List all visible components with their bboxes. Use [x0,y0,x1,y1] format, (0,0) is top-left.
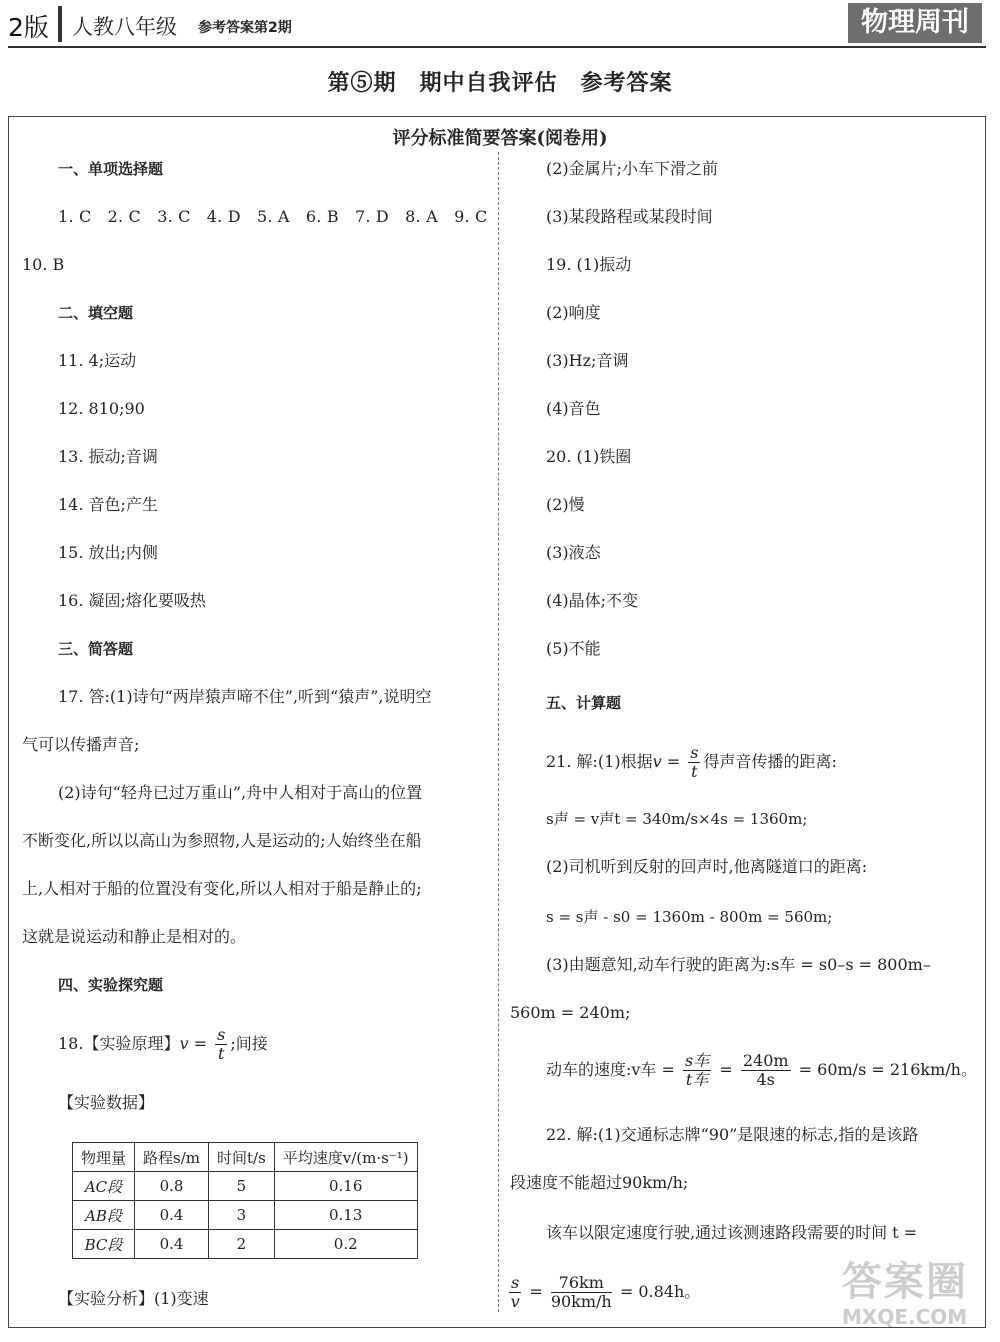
table-header-cell: 时间t/s [209,1143,275,1172]
page-title: 第⑤期 期中自我评估 参考答案 [327,70,673,96]
fraction [551,1274,612,1311]
table-header-cell: 物理量 [73,1143,135,1172]
section-heading: 二、填空题 [58,304,134,322]
answer-line: (3)某段路程或某段时间 [546,207,713,226]
table-row [73,1201,418,1230]
formula-prefix: 18.【实验原理】 [58,1034,180,1053]
fraction [741,1052,791,1089]
answer-line: (2)金属片;小车下滑之前 [546,159,719,178]
answer-line: (2)司机听到反射的回声时,他离隧道口的距离: [546,857,868,876]
answer-line: 10. B [22,255,65,274]
calc-line: s = s声 - s0 = 1360m - 800m = 560m; [546,908,833,926]
table-header-row [73,1143,418,1172]
issue-label: 参考答案第2期 [198,20,292,36]
equals-sign: = [719,1060,733,1079]
table-cell: 3 [209,1201,275,1230]
formula-line [546,744,837,781]
answer-line: 【实验分析】(1)变速 [58,1289,209,1308]
answer-line: 13. 振动;音调 [58,447,158,466]
table-cell: BC段 [73,1230,135,1259]
fraction [683,1052,711,1089]
formula-line [506,1274,700,1311]
answer-line: (5)不能 [546,639,601,658]
fraction [688,744,700,781]
calc-line: s声 = v声t = 340m/s×4s = 1360m; [546,810,808,828]
table-cell: AB段 [73,1201,135,1230]
fraction [509,1274,521,1311]
answer-line: (3)液态 [546,543,601,562]
table-cell: 0.4 [135,1230,209,1259]
fraction-numerator: s [217,1025,226,1044]
answer-line: 1. C 2. C 3. C 4. D 5. A 6. B 7. D 8. A 9. C [58,207,488,226]
var-v: v [652,752,662,771]
equals-sign: = [193,1034,207,1053]
answer-line: 【实验数据】 [58,1093,155,1112]
grade-label: 人教八年级 [72,15,177,39]
answer-line: 22. 解:(1)交通标志牌“90”是限速的标志,指的是该路 [546,1125,919,1144]
answer-line: (2)诗句“轻舟已过万重山”,舟中人相对于高山的位置 [58,783,423,802]
answer-line: (4)音色 [546,399,601,418]
answer-line: 16. 凝固;熔化要吸热 [58,591,206,610]
answer-line: 11. 4;运动 [58,351,137,370]
formula-suffix: 得声音传播的距离: [703,752,837,771]
answer-line: 上,人相对于船的位置没有变化,所以人相对于船是静止的; [22,879,422,898]
section-heading: 三、简答题 [58,640,134,658]
fraction [215,1026,227,1063]
answer-line: (2)慢 [546,495,585,514]
formula-line [546,1052,977,1089]
table-cell: 0.8 [135,1172,209,1201]
answer-line: 这就是说运动和静止是相对的。 [22,927,247,946]
table-row [73,1172,418,1201]
table-header-cell: 路程s/m [135,1143,209,1172]
fraction-denominator: t [691,762,698,781]
table-cell: AC段 [73,1172,135,1201]
answer-line: 20. (1)铁圈 [546,447,632,466]
answer-line: 19. (1)振动 [546,255,632,274]
watermark-text: 答案圈 [842,1259,968,1305]
section-heading: 一、单项选择题 [58,160,164,178]
table-row [73,1230,418,1259]
answer-line: 该车以限定速度行驶,通过该测速路段需要的时间 t = [546,1223,918,1242]
formula-suffix: = 60m/s = 216km/h。 [798,1060,977,1079]
formula-suffix: = 0.84h。 [619,1282,701,1301]
answer-line: 气可以传播声音; [22,735,140,754]
formula-prefix: 动车的速度:v车 = [546,1060,675,1079]
fraction-denominator: t车 [685,1070,709,1089]
fraction-denominator: t [217,1044,225,1063]
section-heading: 五、计算题 [546,694,622,712]
fraction-denominator: 4s [756,1070,775,1089]
answer-line: 不断变化,所以以高山为参照物,人是运动的;人始终坐在船 [22,831,422,850]
column-divider [498,152,499,1312]
table-cell: 0.13 [274,1201,417,1230]
answer-line: (3)Hz;音调 [546,351,629,370]
var-v: v [179,1034,189,1053]
fraction-numerator: s车 [685,1051,710,1070]
answer-line: (4)晶体;不变 [546,591,639,610]
answer-line: 14. 音色;产生 [58,495,158,514]
formula-suffix: ;间接 [230,1034,268,1053]
answer-line: 560m = 240m; [510,1003,631,1022]
answer-line: (2)响度 [546,303,601,322]
page-header [0,0,1000,50]
answer-line: 15. 放出;内侧 [58,543,158,562]
edition-label: 2版 [8,13,49,42]
answer-line: 段速度不能超过90km/h; [510,1173,689,1192]
equals-sign: = [529,1282,543,1301]
watermark-logo [842,1258,992,1338]
answer-line: 17. 答:(1)诗句“两岸猿声啼不住”,听到“猿声”,说明空 [58,687,432,706]
table-header-cell: 平均速度v/(m·s⁻¹) [274,1143,417,1172]
data-table [72,1142,418,1259]
formula-line [58,1026,268,1063]
watermark-url: MXQE.COM [842,1305,968,1329]
fraction-numerator: s [690,743,699,762]
table-cell: 0.2 [274,1230,417,1259]
table-cell: 0.16 [274,1172,417,1201]
answer-line: 12. 810;90 [58,399,145,418]
fraction-numerator: s [511,1273,520,1292]
formula-prefix: 21. 解:(1)根据 [546,752,653,771]
brand-logo: 物理周刊 [848,3,982,43]
fraction-numerator: 240m [742,1051,789,1070]
fraction-numerator: 76km [551,1274,612,1293]
answer-line: (3)由题意知,动车行驶的距离为:s车 = s0–s = 800m– [546,955,931,974]
fraction-denominator: v [510,1292,520,1311]
header-rule [8,46,986,48]
box-title: 评分标准简要答案(阅卷用) [392,128,608,149]
table-cell: 0.4 [135,1201,209,1230]
fraction-denominator: 90km/h [550,1292,612,1311]
equals-sign: = [666,752,681,771]
section-heading: 四、实验探究题 [58,976,164,994]
header-bar [58,6,62,42]
table-cell: 2 [209,1230,275,1259]
table-cell: 5 [209,1172,275,1201]
